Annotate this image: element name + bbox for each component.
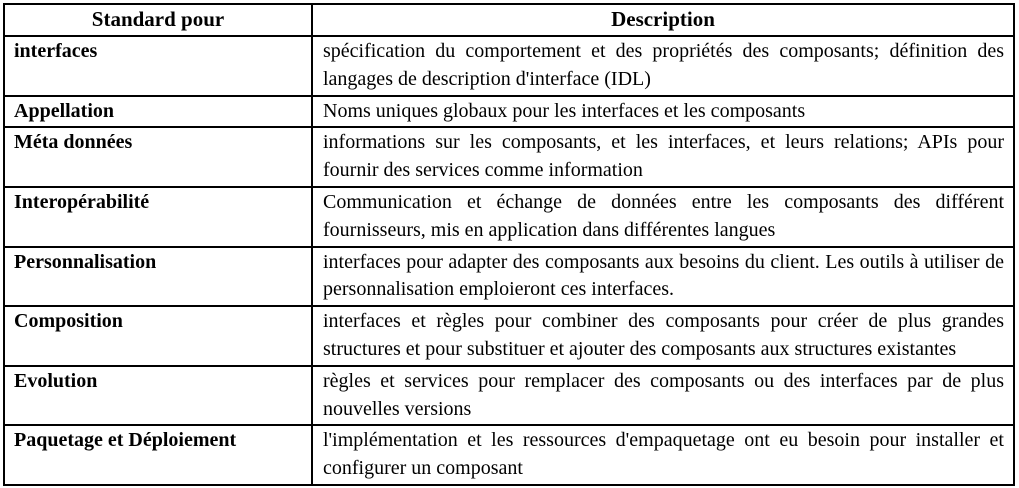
- description-cell: règles et services pour remplacer des composants ou des interfaces par de plus nouvelles versions: [312, 366, 1014, 426]
- standard-cell: Paquetage et Déploiement: [4, 425, 312, 485]
- table-header-row: [4, 4, 1014, 36]
- table-row: [4, 127, 1014, 187]
- standard-cell: Composition: [4, 306, 312, 366]
- table-row: [4, 306, 1014, 366]
- standard-cell: Evolution: [4, 366, 312, 426]
- table-row: [4, 187, 1014, 247]
- description-cell: Communication et échange de données entre les composants des différent fournisseurs, mis en application dans différentes langues: [312, 187, 1014, 247]
- table-row: [4, 425, 1014, 485]
- description-cell: l'implémentation et les ressources d'empaquetage ont eu besoin pour installer et configurer un composant: [312, 425, 1014, 485]
- standard-cell: Appellation: [4, 96, 312, 128]
- table-row: [4, 36, 1014, 96]
- description-cell: informations sur les composants, et les interfaces, et leurs relations; APIs pour fournir des services comme information: [312, 127, 1014, 187]
- description-cell: interfaces et règles pour combiner des composants pour créer de plus grandes structures et pour substituer et ajouter des composants aux structures existantes: [312, 306, 1014, 366]
- description-cell: Noms uniques globaux pour les interfaces et les composants: [312, 96, 1014, 128]
- standard-cell: Méta données: [4, 127, 312, 187]
- standard-cell: interfaces: [4, 36, 312, 96]
- header-standard-pour: Standard pour: [4, 4, 312, 36]
- standard-cell: Interopérabilité: [4, 187, 312, 247]
- standard-cell: Personnalisation: [4, 247, 312, 307]
- header-description: Description: [312, 4, 1014, 36]
- table-row: [4, 366, 1014, 426]
- description-cell: interfaces pour adapter des composants aux besoins du client. Les outils à utiliser de personnalisation emploieront ces interfaces.: [312, 247, 1014, 307]
- description-cell: spécification du comportement et des propriétés des composants; définition des langages de description d'interface (IDL): [312, 36, 1014, 96]
- table-row: [4, 96, 1014, 128]
- standards-table: [3, 3, 1015, 486]
- table-row: [4, 247, 1014, 307]
